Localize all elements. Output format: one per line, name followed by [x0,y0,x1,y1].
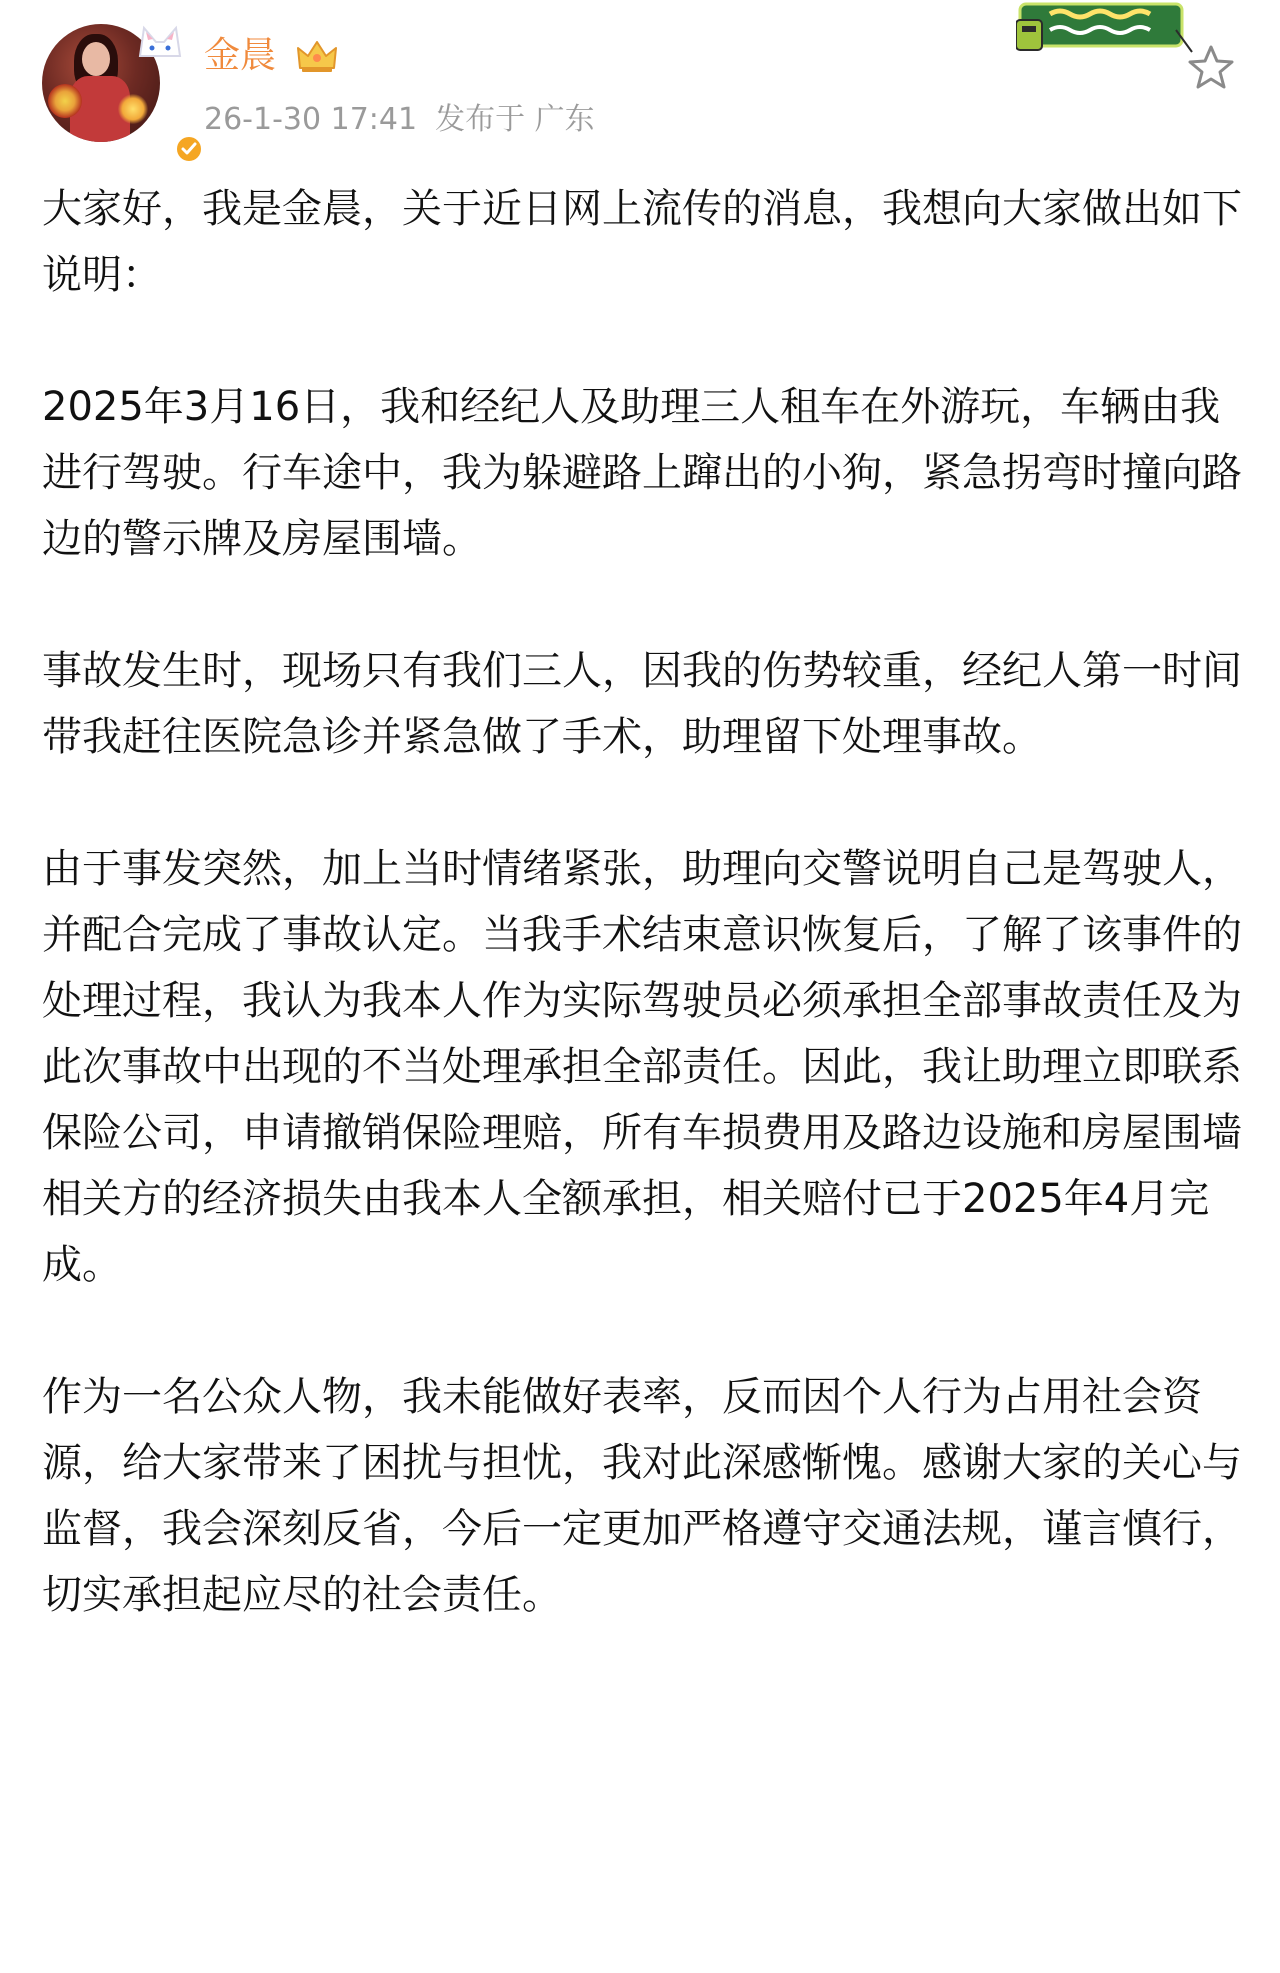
crown-icon [296,38,338,74]
star-icon[interactable] [1186,42,1236,92]
post-timestamp: 26-1-30 17:41 [204,102,418,137]
verified-badge-icon [174,134,204,164]
post-paragraph: 作为一名公众人物，我未能做好表率，反而因个人行为占用社会资源，给大家带来了困扰与担忧，我对此深感惭愧。感谢大家的关心与监督，我会深刻反省，今后一定更加严格遵守交通法规，谨言慎行，切实承担起应尽的社会责任。 [42,1374,1242,1618]
post-meta [204,98,595,142]
post-header [0,0,1280,160]
author-name[interactable]: 金晨 [204,35,277,76]
post-paragraph: 大家好，我是金晨，关于近日网上流传的消息，我想向大家做出如下说明： [42,186,1242,298]
sticker-decoration [1016,0,1196,56]
post-paragraph: 由于事发突然，加上当时情绪紧张，助理向交警说明自己是驾驶人，并配合完成了事故认定。当我手术结束意识恢复后，了解了该事件的处理过程，我认为我本人作为实际驾驶员必须承担全部事故责任及为此次事故中出现的不当处理承担全部责任。因此，我让助理立即联系保险公司，申请撤销保险理赔，所有车损费用及路边设施和房屋围墙相关方的经济损失由我本人全额承担，相关赔付已于2025年4月完成。 [42,846,1242,1288]
cat-ears-icon [134,22,186,62]
post-body [42,176,1242,1694]
author-avatar[interactable] [42,24,160,142]
post-paragraph: 事故发生时，现场只有我们三人，因我的伤势较重，经纪人第一时间带我赶往医院急诊并紧急做了手术，助理留下处理事故。 [42,648,1242,760]
post-location: 发布于 广东 [435,102,595,137]
post-paragraph: 2025年3月16日，我和经纪人及助理三人租车在外游玩，车辆由我进行驾驶。行车途中，我为躲避路上蹿出的小狗，紧急拐弯时撞向路边的警示牌及房屋围墙。 [42,384,1242,562]
